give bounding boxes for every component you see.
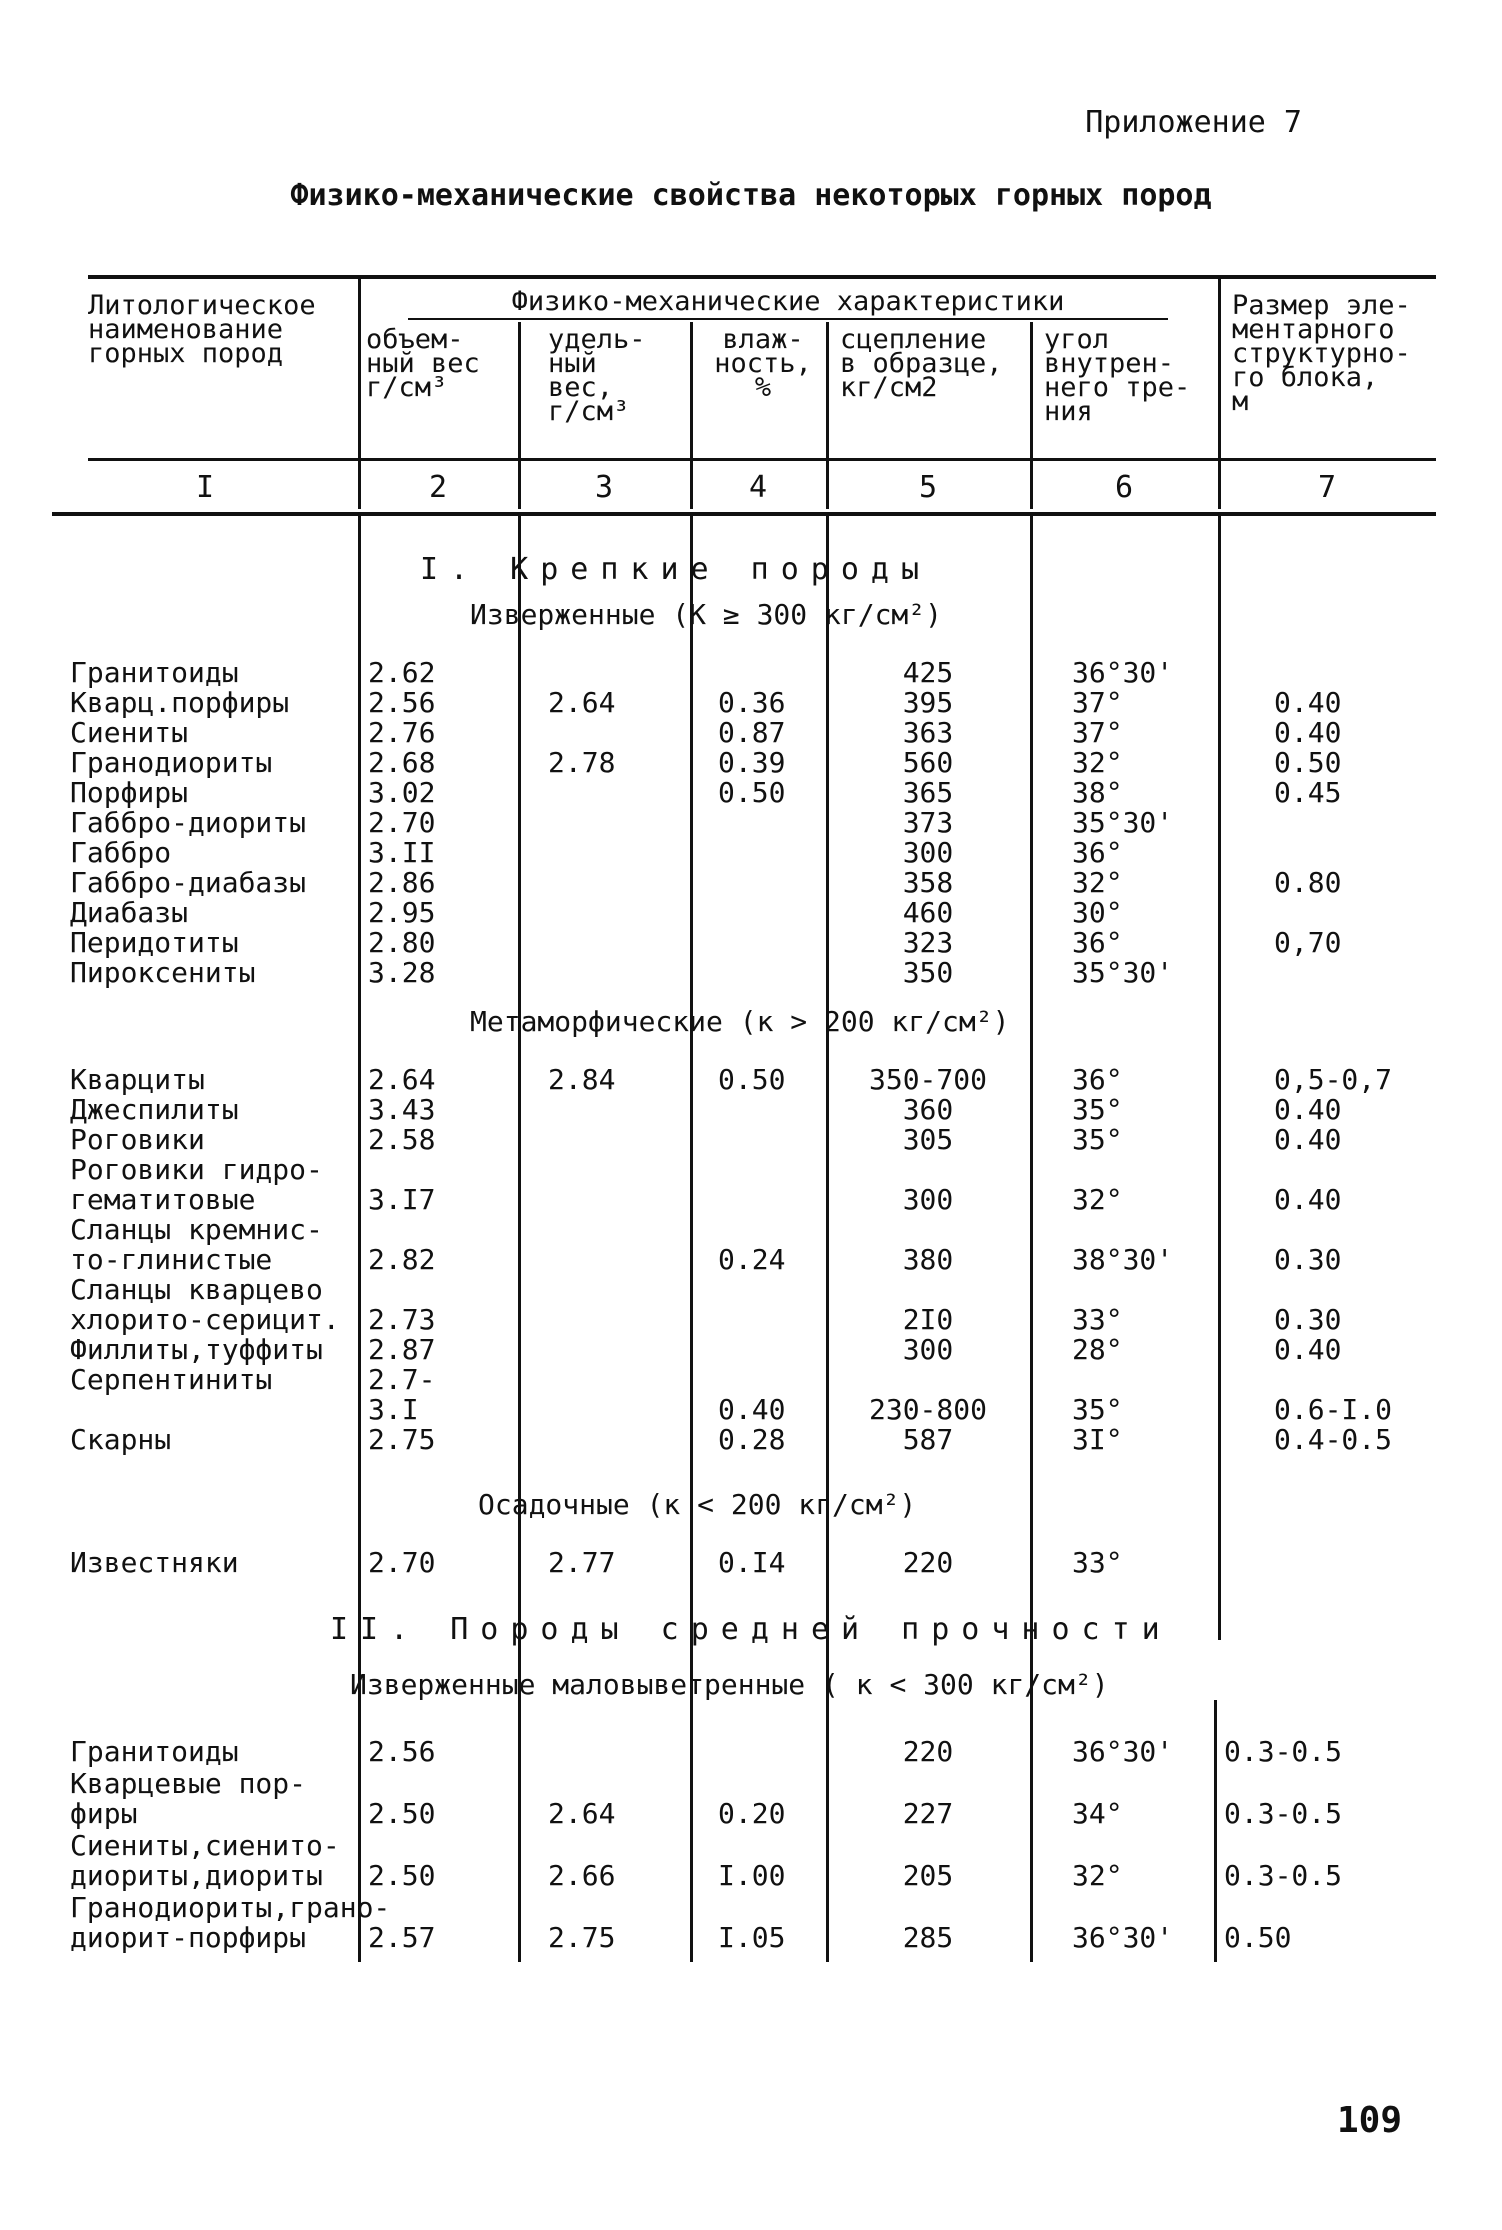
cell-v4: I.05 [718, 1921, 786, 1954]
rock-name: Гранитоиды [70, 1735, 239, 1768]
cell-v4: 0.36 [718, 686, 786, 719]
cell-v6: 32° [1072, 746, 1123, 779]
rock-name: Гранитоиды [70, 656, 239, 689]
section-title-strong: I. Крепкие породы [420, 552, 932, 587]
cell-v5: 425 [902, 656, 954, 689]
cell-v6: 34° [1072, 1797, 1123, 1830]
header-friction-angle-line: внутрен- [1044, 348, 1175, 379]
body-divider [690, 516, 693, 1962]
header-mid-rule [88, 458, 1436, 461]
header-group-label: Физико-механические характеристики [511, 286, 1065, 317]
rock-name: Скарны [70, 1423, 172, 1456]
header-friction-angle-line: угол [1044, 324, 1110, 355]
column-number: 7 [1317, 470, 1337, 505]
rock-name: хлорито-серицит. [70, 1303, 340, 1336]
cell-v4: 0.87 [718, 716, 786, 749]
rock-name: Гранодиориты [70, 746, 273, 779]
cell-v2: 2.64 [368, 1063, 436, 1096]
cell-v7: 0.30 [1274, 1303, 1342, 1336]
cell-v2: 2.7- [368, 1363, 436, 1396]
cell-v5: 587 [902, 1423, 954, 1456]
header-moisture-line: влаж- [722, 324, 804, 355]
rock-name: Сланцы кварцево [70, 1273, 323, 1306]
cell-v2: 2.76 [368, 716, 436, 749]
rock-name: Сланцы кремнис- [70, 1213, 323, 1246]
cell-v2: 2.87 [368, 1333, 436, 1366]
cell-v2: 2.50 [368, 1797, 436, 1830]
cell-v6: 36°30' [1072, 1921, 1174, 1954]
cell-v2: 3.II [368, 836, 436, 869]
cell-v5: 300 [902, 1183, 954, 1216]
cell-v5: 220 [902, 1546, 954, 1579]
cell-v2: 3.43 [368, 1093, 436, 1126]
body-divider [358, 516, 361, 1962]
rock-name: диорит-порфиры [70, 1921, 307, 1954]
header-block-size [1232, 290, 1411, 417]
cell-v2: 3.28 [368, 956, 436, 989]
rock-name: Филлиты,туффиты [70, 1333, 323, 1366]
cell-v2: 2.56 [368, 1735, 436, 1768]
cell-v5: 395 [902, 686, 954, 719]
cell-v3: 2.78 [548, 746, 616, 779]
cell-v2: 2.57 [368, 1921, 436, 1954]
header-bulk-density-line: г/см³ [366, 372, 448, 403]
cell-v7: 0.40 [1274, 1333, 1342, 1366]
header-block-size-line: го блока, [1232, 362, 1379, 393]
cell-v7: 0,5-0,7 [1274, 1063, 1393, 1096]
header-moisture-line: ность, [714, 348, 812, 379]
cell-v5: 365 [902, 776, 954, 809]
cell-v2: 2.70 [368, 1546, 436, 1579]
header-block-size-line: ментарного [1232, 314, 1395, 345]
rock-name: Габбро-диабазы [70, 866, 307, 899]
column-number: 3 [594, 470, 614, 505]
cell-v3: 2.75 [548, 1921, 616, 1954]
header-bulk-density [366, 324, 516, 403]
cell-v6: 35°30' [1072, 956, 1174, 989]
rock-name: фиры [70, 1797, 138, 1830]
cell-v5: 560 [902, 746, 954, 779]
cell-v2: 2.68 [368, 746, 436, 779]
cell-v6: 35° [1072, 1393, 1123, 1426]
header-specific-gravity-line: г/см³ [548, 396, 630, 427]
cell-v5: 363 [902, 716, 954, 749]
cell-v7: 0.6-I.0 [1274, 1393, 1393, 1426]
cell-v4: 0.24 [718, 1243, 786, 1276]
cell-v5: 460 [902, 896, 954, 929]
header-cohesion-line: сцепление [840, 324, 987, 355]
rock-name: Кварциты [70, 1063, 205, 1096]
cell-v2: 2.73 [368, 1303, 436, 1336]
body-divider [1218, 516, 1221, 1640]
cell-v6: 35° [1072, 1093, 1123, 1126]
rock-name: Роговики [70, 1123, 205, 1156]
cell-v5: 323 [902, 926, 954, 959]
header-specific-gravity-line: вес, [548, 372, 614, 403]
cell-v6: 3I° [1072, 1423, 1123, 1456]
cell-v2: 2.58 [368, 1123, 436, 1156]
column-number: 2 [428, 470, 448, 505]
cell-v3: 2.66 [548, 1859, 616, 1892]
cell-v6: 36°30' [1072, 1735, 1174, 1768]
header-block-size-line: Размер эле- [1232, 290, 1411, 321]
cell-v5: 220 [902, 1735, 954, 1768]
cell-v2: 2.82 [368, 1243, 436, 1276]
cell-v4: I.00 [718, 1859, 786, 1892]
cell-v6: 30° [1072, 896, 1123, 929]
subsection-metamorphic: Метаморфические (к > 200 кг/см²) [470, 1005, 1010, 1038]
cell-v5: 205 [902, 1859, 954, 1892]
page-number: 109 [1336, 2100, 1402, 2141]
rock-name: то-глинистые [70, 1243, 273, 1276]
cell-v6: 33° [1072, 1303, 1123, 1336]
cell-v6: 32° [1072, 866, 1123, 899]
cell-v6: 28° [1072, 1333, 1123, 1366]
rock-name: Сиениты,сиенито- [70, 1829, 340, 1862]
header-group-underline [408, 318, 1168, 320]
cell-v4: 0.28 [718, 1423, 786, 1456]
cell-v6: 32° [1072, 1859, 1123, 1892]
header-cohesion-line: в образце, [840, 348, 1003, 379]
cell-v4: 0.40 [718, 1393, 786, 1426]
cell-v7: 0.4-0.5 [1274, 1423, 1393, 1456]
cell-v5: 285 [902, 1921, 954, 1954]
cell-v7: 0.30 [1274, 1243, 1342, 1276]
header-moisture-line: % [754, 372, 772, 403]
header-block-size-line: структурно- [1232, 338, 1411, 369]
header-bulk-density-line: ный вес [366, 348, 480, 379]
cell-v2: 3.I7 [368, 1183, 436, 1216]
header-specific-gravity-line: ный [548, 348, 597, 379]
header-friction-angle-line: ния [1044, 396, 1093, 427]
cell-v6: 38° [1072, 776, 1123, 809]
cell-v4: 0.I4 [718, 1546, 786, 1579]
rock-name: Джеспилиты [70, 1093, 239, 1126]
cell-v5: 350 [902, 956, 954, 989]
cell-v7: 0.3-0.5 [1224, 1859, 1343, 1892]
column-number: 4 [748, 470, 768, 505]
rock-name: Кварц.порфиры [70, 686, 290, 719]
rock-name: Пироксениты [70, 956, 256, 989]
cell-v6: 36° [1072, 926, 1123, 959]
header-bottom-rule [52, 512, 1436, 516]
cell-v6: 35° [1072, 1123, 1123, 1156]
rock-name: Габбро [70, 836, 172, 869]
header-block-size-line: м [1232, 386, 1249, 417]
rock-name: Порфиры [70, 776, 189, 809]
cell-v7: 0.3-0.5 [1224, 1797, 1343, 1830]
body-divider [1030, 516, 1033, 1962]
rock-name: Кварцевые пор- [70, 1767, 307, 1800]
cell-v7: 0.40 [1274, 1093, 1342, 1126]
cell-v5: 305 [902, 1123, 954, 1156]
rock-name: Габбро-диориты [70, 806, 307, 839]
rock-name: диориты,диориты [70, 1859, 323, 1892]
cell-v2: 2.62 [368, 656, 436, 689]
cell-v5: 300 [902, 836, 954, 869]
body-divider [518, 516, 521, 1962]
cell-v3: 2.64 [548, 1797, 616, 1830]
header-friction-angle-line: него тре- [1044, 372, 1191, 403]
column-number: I [195, 470, 215, 505]
cell-v5: 380 [902, 1243, 954, 1276]
rock-name: Перидотиты [70, 926, 239, 959]
header-rock-name-line: наименование [88, 314, 284, 345]
cell-v2: 3.I [368, 1393, 419, 1426]
header-bulk-density-line: объем- [366, 324, 464, 355]
cell-v3: 2.64 [548, 686, 616, 719]
cell-v3: 2.77 [548, 1546, 616, 1579]
cell-v4: 0.20 [718, 1797, 786, 1830]
cell-v7: 0.40 [1274, 716, 1342, 749]
cell-v7: 0,70 [1274, 926, 1342, 959]
rock-name: Роговики гидро- [70, 1153, 323, 1186]
rock-name: Гранодиориты,грано- [70, 1891, 391, 1924]
cell-v7: 0.40 [1274, 1123, 1342, 1156]
subsection-igneous: Изверженные (К ≥ 300 кг/см²) [470, 598, 943, 631]
subsection-igneous-weathered: Изверженные маловыветренные ( к < 300 кг/см²) [350, 1668, 1109, 1701]
page-title: Физико-механические свойства некоторых горных пород [290, 178, 1212, 213]
header-rock-name-line: горных пород [88, 338, 284, 369]
cell-v7: 0.50 [1274, 746, 1342, 779]
cell-v6: 35°30' [1072, 806, 1174, 839]
rock-name: Известняки [70, 1546, 239, 1579]
cell-v2: 3.02 [368, 776, 436, 809]
header-specific-gravity-line: удель- [548, 324, 646, 355]
rock-name: Диабазы [70, 896, 189, 929]
cell-v2: 2.56 [368, 686, 436, 719]
body-divider [1214, 1700, 1217, 1962]
cell-v2: 2.75 [368, 1423, 436, 1456]
rock-name: Сиениты [70, 716, 189, 749]
header-cohesion-line: кг/см2 [840, 372, 938, 403]
cell-v3: 2.84 [548, 1063, 616, 1096]
cell-v7: 0.45 [1274, 776, 1342, 809]
header-rock-name [88, 290, 316, 369]
cell-v2: 2.70 [368, 806, 436, 839]
column-number: 5 [918, 470, 938, 505]
cell-v6: 38°30' [1072, 1243, 1174, 1276]
cell-v4: 0.50 [718, 1063, 786, 1096]
cell-v5: 373 [902, 806, 954, 839]
cell-v6: 36° [1072, 1063, 1123, 1096]
cell-v5: 227 [902, 1797, 954, 1830]
cell-v5: 230-800 [868, 1393, 987, 1426]
rock-name: гематитовые [70, 1183, 256, 1216]
cell-v5: 2I0 [902, 1303, 954, 1336]
cell-v2: 2.95 [368, 896, 436, 929]
rock-name: Серпентиниты [70, 1363, 273, 1396]
column-number: 6 [1114, 470, 1134, 505]
cell-v5: 358 [902, 866, 954, 899]
cell-v6: 36°30' [1072, 656, 1174, 689]
subsection-sedimentary: Осадочные (к < 200 кг/см²) [478, 1488, 917, 1521]
cell-v6: 32° [1072, 1183, 1123, 1216]
cell-v6: 33° [1072, 1546, 1123, 1579]
cell-v5: 360 [902, 1093, 954, 1126]
cell-v2: 2.80 [368, 926, 436, 959]
cell-v2: 2.86 [368, 866, 436, 899]
header-rock-name-line: Литологическое [88, 290, 316, 321]
header-cohesion [840, 324, 1003, 403]
cell-v5: 300 [902, 1333, 954, 1366]
cell-v4: 0.50 [718, 776, 786, 809]
cell-v6: 37° [1072, 716, 1123, 749]
cell-v2: 2.50 [368, 1859, 436, 1892]
cell-v7: 0.40 [1274, 686, 1342, 719]
appendix-label: Приложение 7 [1085, 105, 1302, 140]
header-friction-angle [1044, 324, 1191, 427]
cell-v7: 0.40 [1274, 1183, 1342, 1216]
cell-v6: 37° [1072, 686, 1123, 719]
table-top-rule [88, 275, 1436, 279]
cell-v5: 350-700 [868, 1063, 987, 1096]
cell-v7: 0.50 [1224, 1921, 1292, 1954]
header-specific-gravity [548, 324, 646, 427]
cell-v4: 0.39 [718, 746, 786, 779]
cell-v7: 0.3-0.5 [1224, 1735, 1343, 1768]
section-title-medium: II. Породы средней прочности [330, 1612, 1172, 1647]
cell-v6: 36° [1072, 836, 1123, 869]
header-moisture [710, 324, 816, 403]
cell-v7: 0.80 [1274, 866, 1342, 899]
